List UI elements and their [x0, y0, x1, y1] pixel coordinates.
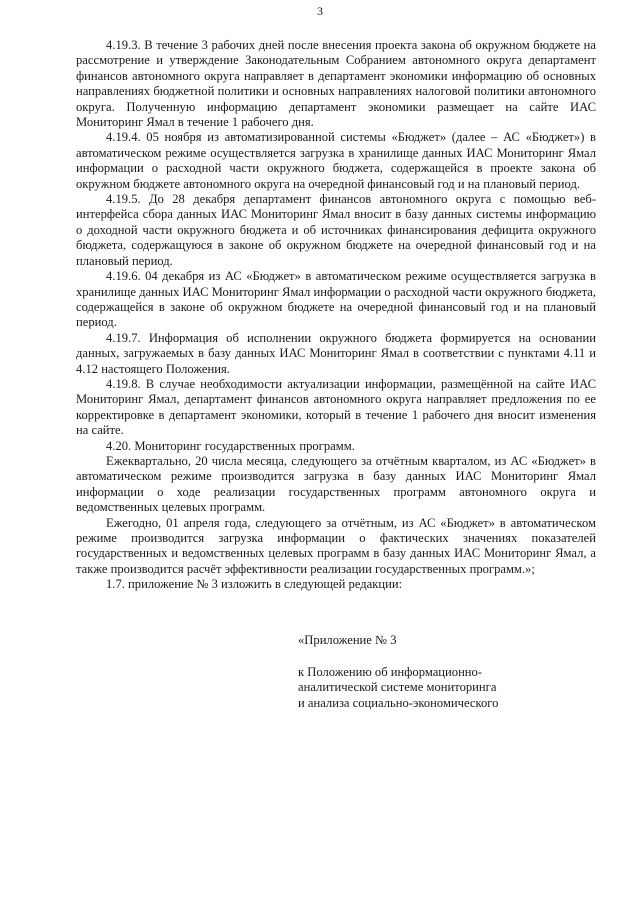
paragraph-4-19-8: 4.19.8. В случае необходимости актуализации информации, размещённой на сайте ИАС Мониторинг Ямал, департамент финансов автономного округа направляет предложения по ее корректировке в департамент экономики, который в течение 1 рабочего дня вносит изменения на сайте.	[76, 376, 596, 438]
document-body	[76, 38, 596, 593]
appendix-subtitle-line: к Положению об информационно-	[298, 665, 483, 679]
paragraph-4-19-7: 4.19.7. Информация об исполнении окружного бюджета формируется на основании данных, загружаемых в базу данных ИАС Мониторинг Ямал в соответствии с пунктами 4.11 и 4.12 настоящего Положения.	[76, 330, 596, 376]
appendix-subtitle-line: и анализа социально-экономического	[298, 695, 499, 710]
appendix-subtitle	[298, 665, 598, 711]
appendix-subtitle-line: аналитической системе мониторинга	[298, 680, 497, 695]
paragraph-1-7: 1.7. приложение № 3 изложить в следующей редакции:	[106, 577, 403, 592]
paragraph-4-19-6: 4.19.6. 04 декабря из АС «Бюджет» в автоматическом режиме осуществляется загрузка в хранилище данных ИАС Мониторинг Ямал информации о расходной части окружного бюджета, содержащейся в законе об окружном бюджете на очередной финансовый год и на плановый период.	[76, 269, 596, 330]
paragraph-4-20: 4.20. Мониторинг государственных программ.	[106, 438, 355, 453]
appendix-title: «Приложение № 3	[298, 633, 397, 647]
page-number: 3	[317, 4, 323, 18]
paragraph-4-19-5: 4.19.5. До 28 декабря департамент финансов автономного округа с помощью веб-интерфейса сбора данных ИАС Мониторинг Ямал вносит в базу данных системы информацию о доходной части окружного бюджета и об источниках финансирования дефицита окружного бюджета, содержащуюся в законе об окружном бюджете на очередной финансовый год и на плановый период.	[76, 192, 596, 268]
paragraph-4-19-4: 4.19.4. 05 ноября из автоматизированной системы «Бюджет» (далее – АС «Бюджет») в автоматическом режиме осуществляется загрузка в хранилище данных ИАС Мониторинг Ямал информации о расходной части окружного бюджета, содержащейся в проекте закона об окружном бюджете автономного округа на очередной финансовый год и на плановый период.	[76, 130, 596, 191]
paragraph-4-19-3: 4.19.3. В течение 3 рабочих дней после внесения проекта закона об окружном бюджете на рассмотрение и утверждение Законодательным Собранием автономного округа департамент финансов автономного округа направляет в департамент экономики информацию об основных направлениях бюджетной политики и основных направлениях налоговой политики автономного округа. Полученную информацию департамент экономики размещает на сайте ИАС Мониторинг Ямал в течение 1 рабочего дня.	[76, 38, 596, 130]
paragraph-annual-monitoring: Ежегодно, 01 апреля года, следующего за отчётным, из АС «Бюджет» в автоматическом режиме производится загрузка информации о фактических значениях показателей государственных и ведомственных целевых программ в базу данных ИАС Мониторинг Ямал, а также производится расчёт эффективности реализации государственных программ.»;	[76, 515, 596, 576]
paragraph-quarterly-monitoring: Ежеквартально, 20 числа месяца, следующего за отчётным кварталом, из АС «Бюджет» в автоматическом режиме производится загрузка в базу данных ИАС Мониторинг Ямал информации о ходе реализации государственных программ автономного округа и ведомственных целевых программ.	[76, 453, 596, 515]
